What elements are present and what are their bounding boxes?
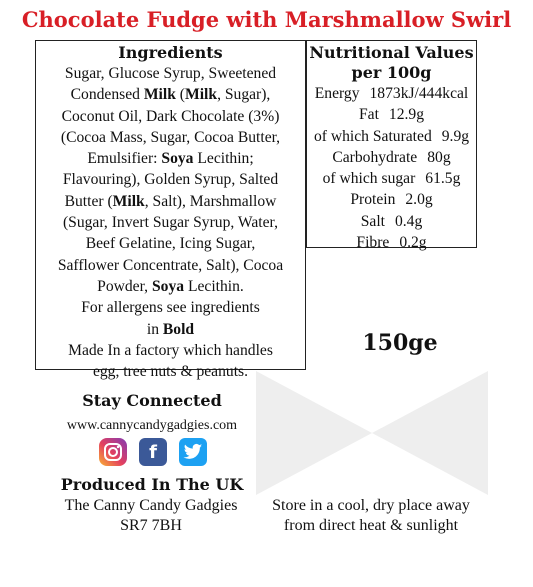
ingredients-box — [35, 40, 306, 381]
nutrient-value: 2.0g — [405, 191, 433, 209]
nutrient-label: of which sugar — [322, 170, 416, 188]
nutrition-row — [307, 168, 476, 189]
factory-note: egg, tree nuts & peanuts. — [92, 363, 249, 381]
nutrient-value: 12.9g — [388, 106, 425, 124]
ingredient-line: Flavouring), Golden Syrup, Salted — [62, 171, 279, 189]
nutrition-row — [307, 232, 476, 253]
company-address — [40, 496, 262, 536]
nutrient-label: Energy — [314, 85, 360, 102]
nutrition-row — [307, 83, 476, 104]
ingredient-line: Beef Gelatine, Icing Sugar, — [85, 235, 256, 253]
bowtie-graphic — [256, 371, 488, 495]
instagram-icon[interactable] — [99, 438, 127, 466]
nutrition-box — [306, 40, 477, 252]
bowtie-right-triangle — [372, 371, 488, 495]
nutrition-row — [307, 211, 476, 232]
ingredient-line: (Cocoa Mass, Sugar, Cocoa Butter, — [60, 128, 281, 146]
nutrient-label: Protein — [350, 191, 396, 209]
nutrient-value: 0.4g — [394, 212, 423, 230]
nutrition-row — [307, 104, 476, 125]
ingredient-line: (Sugar, Invert Sugar Syrup, Water, — [62, 214, 279, 232]
ingredients-heading: Ingredients — [118, 43, 223, 62]
ingredient-line: Powder, Soya Lecithin. — [97, 277, 244, 295]
nutrient-value: 1873kJ/444kcal — [369, 85, 469, 102]
nutrient-value: 0.2g — [399, 234, 427, 252]
ingredient-line: Emulsifier: Soya Lecithin; — [87, 150, 254, 168]
nutrition-heading — [307, 43, 476, 83]
nutrient-label: Fibre — [356, 234, 390, 252]
nutrient-label: Fat — [358, 106, 379, 124]
ingredient-line: Butter (Milk, Salt), Marshmallow — [64, 192, 277, 210]
twitter-icon[interactable] — [179, 438, 207, 466]
ingredient-line: Safflower Concentrate, Salt), Cocoa — [57, 256, 284, 274]
bowtie-left-triangle — [256, 371, 372, 495]
facebook-icon[interactable]: f — [139, 438, 167, 466]
storage-line: Store in a cool, dry place away — [272, 497, 470, 514]
nutrition-row — [307, 147, 476, 168]
nutrition-heading-line1: Nutritional Values — [309, 43, 474, 62]
social-icons — [88, 438, 218, 468]
website-link[interactable]: www.cannycandygadgies.com — [66, 418, 238, 433]
nutrient-label: Salt — [360, 212, 385, 230]
nutrition-heading-line2: per 100g — [351, 63, 432, 82]
nutrient-label: Carbohydrate — [332, 148, 418, 166]
allergen-note: in Bold — [146, 320, 195, 338]
company-name: The Canny Candy Gadgies — [64, 497, 238, 514]
nutrient-label: of which Saturated — [313, 127, 432, 145]
produced-in-heading: Produced In The UK — [60, 475, 244, 494]
nutrition-rows — [307, 83, 476, 253]
ingredient-line: Condensed Milk (Milk, Sugar), — [70, 86, 271, 104]
storage-instructions — [252, 496, 490, 536]
ingredient-line: Coconut Oil, Dark Chocolate (3%) — [61, 107, 280, 125]
postcode: SR7 7BH — [120, 517, 182, 534]
factory-note: Made In a factory which handles — [68, 341, 273, 359]
product-title: Chocolate Fudge with Marshmallow Swirl — [21, 7, 512, 32]
storage-line: from direct heat & sunlight — [283, 517, 459, 534]
nutrient-value: 9.9g — [441, 127, 470, 145]
nutrition-row — [307, 189, 476, 210]
nutrition-row — [307, 126, 476, 147]
nutrient-value: 61.5g — [425, 170, 461, 188]
ingredient-line: Sugar, Glucose Syrup, Sweetened — [64, 65, 277, 82]
stay-connected-heading: Stay Connected — [82, 391, 222, 410]
allergen-note: For allergens see ingredients — [81, 299, 260, 317]
nutrient-value: 80g — [427, 148, 451, 166]
net-weight: 150gе — [362, 330, 438, 356]
ingredients-text — [36, 63, 305, 382]
